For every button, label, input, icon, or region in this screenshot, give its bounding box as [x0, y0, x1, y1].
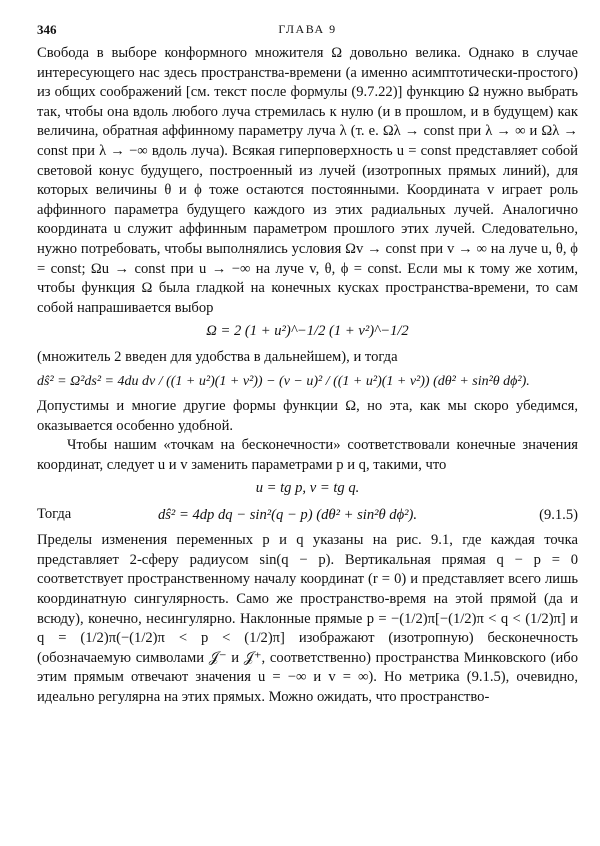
equation-omega: Ω = 2 (1 + u²)^−1/2 (1 + v²)^−1/2 [206, 323, 409, 340]
paragraph-factor-note: (множитель 2 введен для удобства в дальнейшем), и тогда [37, 348, 398, 365]
paragraph-finite-coordinates: Чтобы нашим «точкам на бесконечности» соответствовали конечные значения координат, следует u и v заменить параметрами p и q, такими, что [37, 437, 578, 473]
equation-metric-pq: dŝ² = 4dp dq − sin²(q − p) (dθ² + sin²θ dϕ²). [157, 506, 418, 523]
equation-tg-substitution: u = tg p, v = tg q. [255, 480, 360, 497]
equation-metric-uv: dŝ² = Ω²ds² = 4du dv / ((1 + u²)(1 + v²)) − (v − u)² / ((1 + u²)(1 + v²)) (dθ² + sin²θ dϕ²). [37, 373, 530, 389]
chapter-title: ГЛАВА 9 [278, 22, 337, 36]
equation-label-9-1-5: (9.1.5) [539, 506, 578, 523]
paragraph-conformal-factor: Свобода в выборе конформного множителя Ω довольно велика. Однако в случае интересующего нас здесь пространства-времени (а именно асимптотически-простого) из общих соображений [см. текст после формулы (9.7.22)] функцию Ω нужно выбрать так, чтобы она вдоль любого луча стремилась к нулю (и в прошлом, и в будущем) как величина, обратная аффинному параметру луча λ (т. е. Ωλ → const при λ → ∞ и Ωλ → const при λ → −∞ вдоль луча). Всякая гиперповерхность u = const представляет собой световой конус будущего, построенный из лучей (изотропных прямых линий), для которых величины θ и ϕ тоже остаются постоянными. Координата v играет роль аффинного параметра будущего каждого из этих радиальных лучей. Аналогично координата u служит аффинным параметром прошлого этих лучей. Следовательно, нужно потребовать, чтобы выполнялись условия Ωv → const при v → ∞ на луче u, θ, ϕ = const; Ωu → const при u → −∞ на луче v, θ, ϕ = const. Если мы к тому же хотим, чтобы функция Ω была гладкой на конечных кусках пространства-времени, то сам собой напрашивается выбор [37, 45, 578, 316]
paragraph-other-forms: Допустимы и многие другие формы функции Ω, но эта, как мы скоро убедимся, оказывается особенно удобной. [37, 398, 578, 434]
page-header [37, 20, 578, 44]
paragraph-coordinate-ranges: Пределы изменения переменных p и q указаны на рис. 9.1, где каждая точка представляет 2-сферу радиусом sin(q − p). Вертикальная прямая q − p = 0 соответствует пространственному началу координат (r = 0) и представляет всего лишь координатную сингулярность. Само же пространство-время на этой прямой (да и всюду), конечно, несингулярно. Наклонные прямые p = −(1/2)π[−(1/2)π < q < (1/2)π] и q = (1/2)π(−(1/2)π < p < (1/2)π] изображают (изотропную) бесконечность (обозначаемую символами 𝒥⁻ и 𝒥⁺, соответственно) пространства Минковского (ибо этим прямым отвечают значения u = −∞ и v = ∞). Но метрика (9.1.5), очевидно, идеально регулярна на этих прямых. Можно ожидать, что пространство- [37, 532, 578, 705]
equation-9-1-5-row [37, 506, 578, 526]
page-number: 346 [37, 22, 57, 37]
then-word: Тогда [37, 506, 72, 523]
